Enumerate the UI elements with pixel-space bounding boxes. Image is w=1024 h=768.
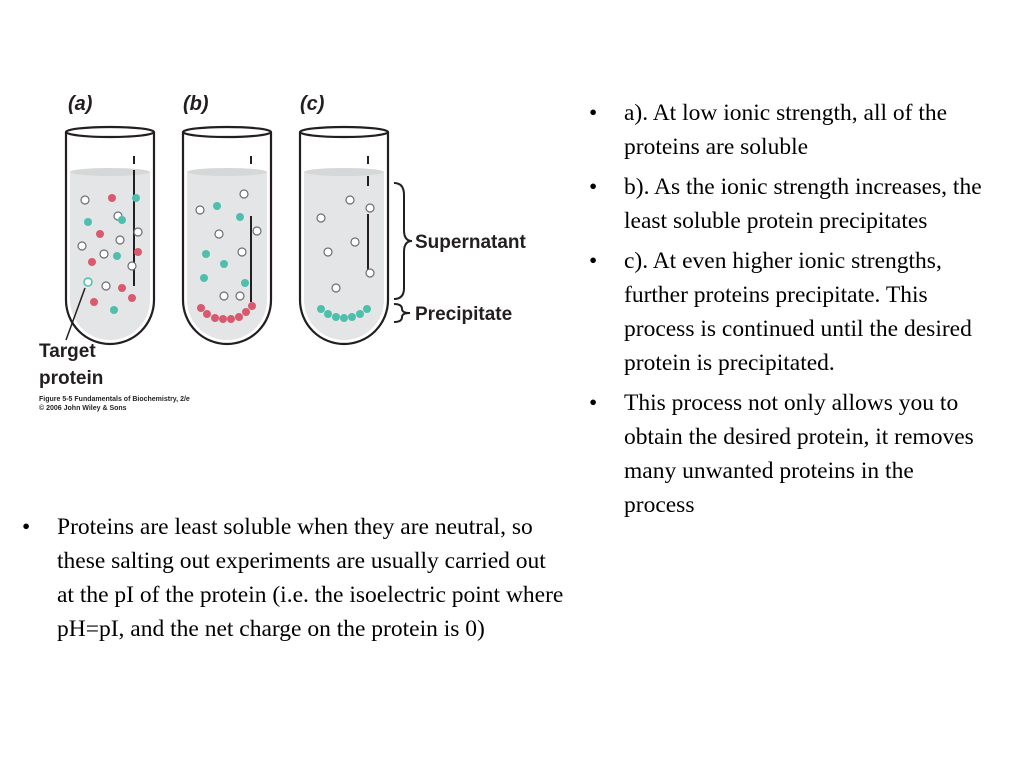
test-tube-c <box>300 127 388 344</box>
bullet-least-soluble-at-pi: • Proteins are least soluble when they are neutral, so these salting out experiments are usually carried out at the pI of the protein (i.e. the isoelectric point where pH=pI, and the net charge on the protein is 0) <box>22 510 567 646</box>
bullet-increasing-ionic-strength: • b). As the ionic strength increases, the least soluble protein precipitates <box>589 170 989 238</box>
target-label-line2: protein <box>39 368 104 389</box>
bullet-removes-unwanted-proteins: • This process not only allows you to obtain the desired protein, it removes many unwanted proteins in the process <box>589 386 989 522</box>
panel-label-c: (c) <box>300 93 325 115</box>
supernatant-label: Supernatant <box>415 232 526 253</box>
precipitate-brace <box>394 304 410 322</box>
left-bullet-list <box>22 510 567 652</box>
figure-credit-line1: Figure 5-5 Fundamentals of Biochemistry, 2/e <box>39 396 190 403</box>
supernatant-brace <box>394 183 412 299</box>
panel-label-a: (a) <box>68 93 93 115</box>
bullet-low-ionic-strength: • a). At low ionic strength, all of the proteins are soluble <box>589 96 989 164</box>
precipitate-label: Precipitate <box>415 304 513 325</box>
figure-credit-line2: © 2006 John Wiley & Sons <box>39 405 127 412</box>
salting-out-figure <box>30 80 565 425</box>
target-label-line1: Target <box>39 341 96 362</box>
panel-label-b: (b) <box>183 93 209 115</box>
right-bullet-list <box>589 96 989 528</box>
bullet-higher-ionic-strengths: • c). At even higher ionic strengths, further proteins precipitate. This process is continued until the desired protein is precipitated. <box>589 244 989 380</box>
